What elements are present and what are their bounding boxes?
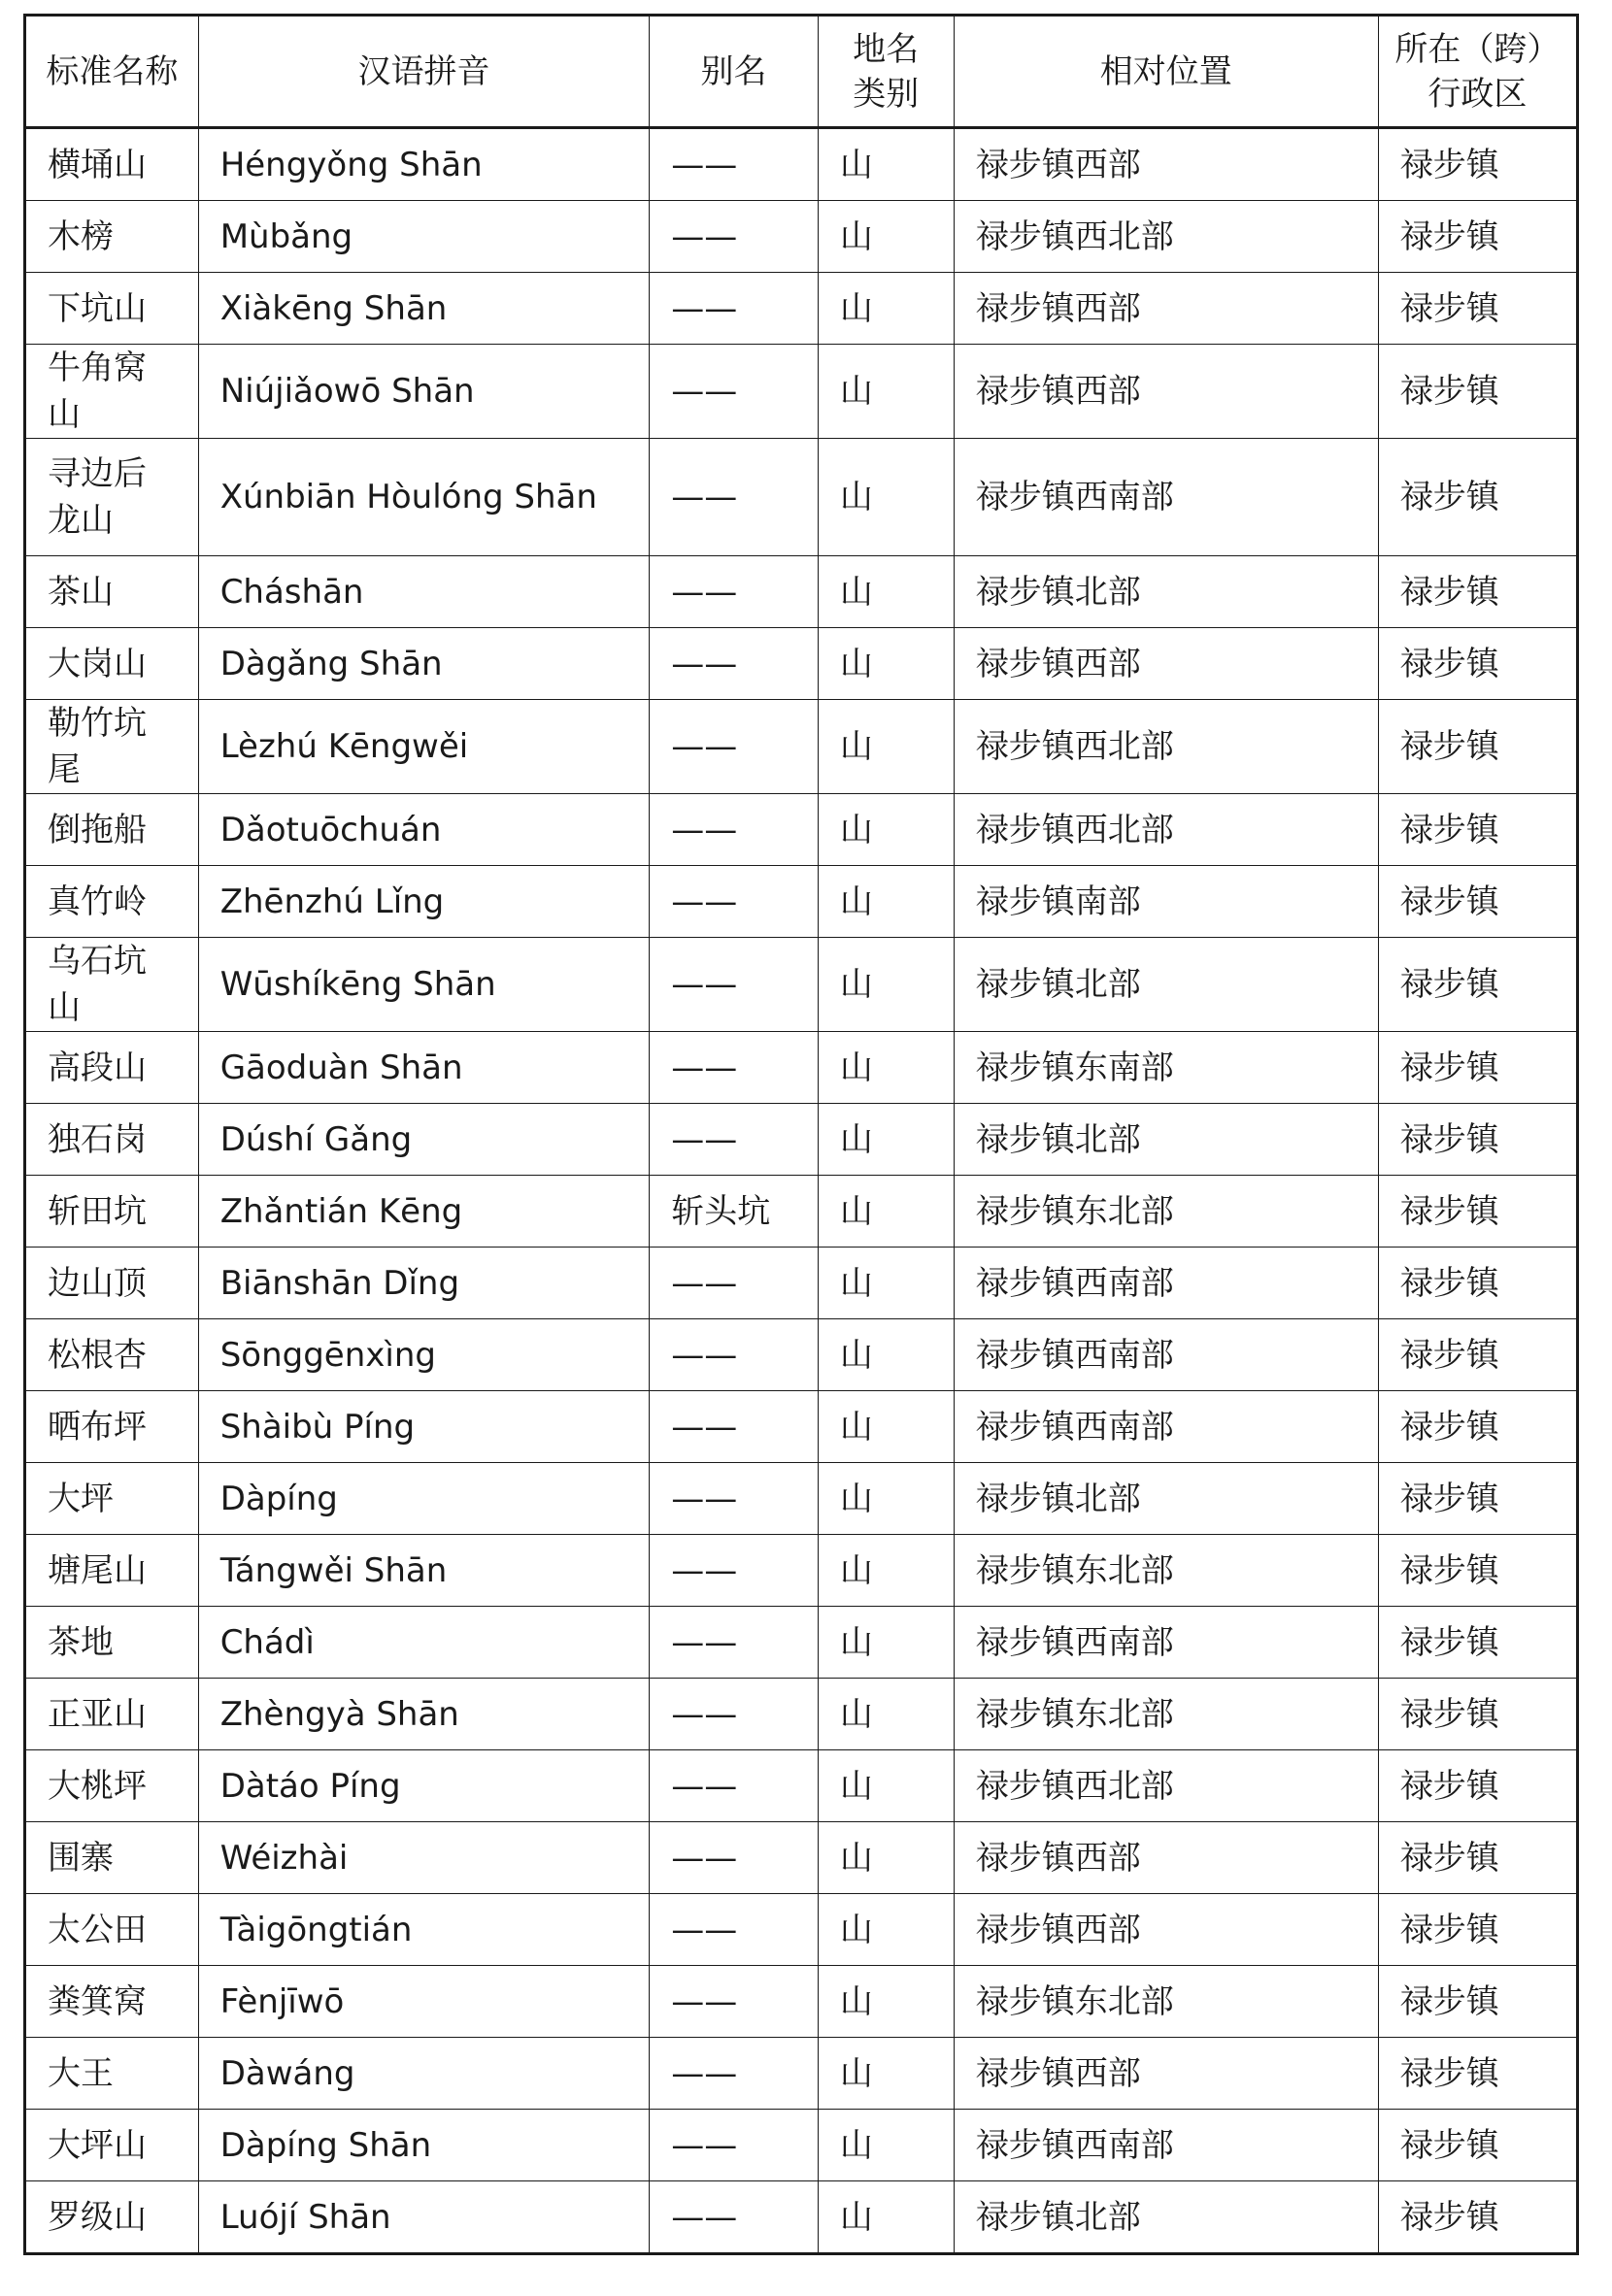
cell-admin-region: 禄步镇 bbox=[1378, 2181, 1577, 2254]
cell-alias: —— bbox=[650, 866, 819, 938]
cell-relative-position: 禄步镇西南部 bbox=[954, 1248, 1378, 1319]
cell-pinyin: Wéizhài bbox=[198, 1822, 650, 1894]
cell-admin-region: 禄步镇 bbox=[1378, 1319, 1577, 1391]
cell-admin-region: 禄步镇 bbox=[1378, 1032, 1577, 1104]
table-row bbox=[25, 345, 1578, 439]
cell-admin-region: 禄步镇 bbox=[1378, 201, 1577, 273]
cell-alias: —— bbox=[650, 128, 819, 201]
cell-category: 山 bbox=[818, 2181, 954, 2254]
cell-category: 山 bbox=[818, 938, 954, 1032]
cell-alias: —— bbox=[650, 1535, 819, 1607]
cell-alias: —— bbox=[650, 2110, 819, 2181]
cell-category: 山 bbox=[818, 128, 954, 201]
table-row bbox=[25, 1248, 1578, 1319]
cell-pinyin: Fènjīwō bbox=[198, 1966, 650, 2038]
table-row bbox=[25, 1391, 1578, 1463]
cell-alias: —— bbox=[650, 938, 819, 1032]
cell-pinyin: Zhèngyà Shān bbox=[198, 1679, 650, 1750]
place-name-table-page bbox=[23, 14, 1579, 2255]
cell-standard-name: 大坪山 bbox=[25, 2110, 199, 2181]
table-header bbox=[25, 16, 1578, 128]
cell-alias: —— bbox=[650, 201, 819, 273]
table-row bbox=[25, 2038, 1578, 2110]
cell-pinyin: Dàwáng bbox=[198, 2038, 650, 2110]
cell-relative-position: 禄步镇西南部 bbox=[954, 2110, 1378, 2181]
header-category bbox=[818, 16, 954, 128]
header-relative-position: 相对位置 bbox=[954, 16, 1378, 128]
cell-pinyin: Xúnbiān Hòulóng Shān bbox=[198, 439, 650, 556]
table-row bbox=[25, 1535, 1578, 1607]
cell-admin-region: 禄步镇 bbox=[1378, 1822, 1577, 1894]
cell-admin-region: 禄步镇 bbox=[1378, 794, 1577, 866]
table-row bbox=[25, 1822, 1578, 1894]
header-category-line2: 类别 bbox=[853, 74, 920, 114]
cell-pinyin: Dàpíng Shān bbox=[198, 2110, 650, 2181]
cell-alias: —— bbox=[650, 1966, 819, 2038]
cell-pinyin: Sōnggēnxìng bbox=[198, 1319, 650, 1391]
cell-pinyin: Chádì bbox=[198, 1607, 650, 1679]
cell-standard-name: 正亚山 bbox=[25, 1679, 199, 1750]
table-row bbox=[25, 1607, 1578, 1679]
cell-pinyin: Lèzhú Kēngwěi bbox=[198, 700, 650, 794]
cell-pinyin: Shàibù Píng bbox=[198, 1391, 650, 1463]
cell-standard-name: 晒布坪 bbox=[25, 1391, 199, 1463]
header-category-line1: 地名 bbox=[853, 29, 920, 69]
cell-standard-name: 乌石坑山 bbox=[25, 938, 199, 1032]
cell-relative-position: 禄步镇东北部 bbox=[954, 1176, 1378, 1248]
table-row bbox=[25, 201, 1578, 273]
cell-alias: —— bbox=[650, 1463, 819, 1535]
cell-admin-region: 禄步镇 bbox=[1378, 866, 1577, 938]
table-row bbox=[25, 1750, 1578, 1822]
cell-pinyin: Tàigōngtián bbox=[198, 1894, 650, 1966]
cell-alias: —— bbox=[650, 1248, 819, 1319]
cell-relative-position: 禄步镇北部 bbox=[954, 1104, 1378, 1176]
cell-pinyin: Wūshíkēng Shān bbox=[198, 938, 650, 1032]
cell-standard-name: 塘尾山 bbox=[25, 1535, 199, 1607]
cell-relative-position: 禄步镇西部 bbox=[954, 2038, 1378, 2110]
table-row bbox=[25, 1176, 1578, 1248]
cell-standard-name: 独石岗 bbox=[25, 1104, 199, 1176]
cell-alias: —— bbox=[650, 628, 819, 700]
cell-admin-region: 禄步镇 bbox=[1378, 1607, 1577, 1679]
cell-alias: —— bbox=[650, 1607, 819, 1679]
cell-standard-name: 大岗山 bbox=[25, 628, 199, 700]
table-row bbox=[25, 794, 1578, 866]
table-row bbox=[25, 1032, 1578, 1104]
cell-admin-region: 禄步镇 bbox=[1378, 1894, 1577, 1966]
cell-standard-name: 茶地 bbox=[25, 1607, 199, 1679]
cell-relative-position: 禄步镇北部 bbox=[954, 556, 1378, 628]
cell-pinyin: Mùbǎng bbox=[198, 201, 650, 273]
cell-category: 山 bbox=[818, 1822, 954, 1894]
cell-pinyin: Zhēnzhú Lǐng bbox=[198, 866, 650, 938]
cell-pinyin: Dàgǎng Shān bbox=[198, 628, 650, 700]
table-row bbox=[25, 866, 1578, 938]
cell-category: 山 bbox=[818, 1966, 954, 2038]
cell-standard-name: 寻边后龙山 bbox=[25, 439, 199, 556]
cell-pinyin: Tángwěi Shān bbox=[198, 1535, 650, 1607]
cell-standard-name: 围寨 bbox=[25, 1822, 199, 1894]
cell-alias: —— bbox=[650, 1679, 819, 1750]
table-body bbox=[25, 128, 1578, 2254]
cell-relative-position: 禄步镇西南部 bbox=[954, 439, 1378, 556]
cell-standard-name: 茶山 bbox=[25, 556, 199, 628]
header-admin-region bbox=[1378, 16, 1577, 128]
cell-category: 山 bbox=[818, 1319, 954, 1391]
cell-admin-region: 禄步镇 bbox=[1378, 1679, 1577, 1750]
table-row bbox=[25, 1894, 1578, 1966]
cell-admin-region: 禄步镇 bbox=[1378, 2038, 1577, 2110]
cell-pinyin: Niújiǎowō Shān bbox=[198, 345, 650, 439]
cell-alias: —— bbox=[650, 1391, 819, 1463]
cell-relative-position: 禄步镇东北部 bbox=[954, 1679, 1378, 1750]
cell-pinyin: Dúshí Gǎng bbox=[198, 1104, 650, 1176]
cell-admin-region: 禄步镇 bbox=[1378, 1535, 1577, 1607]
cell-relative-position: 禄步镇东北部 bbox=[954, 1966, 1378, 2038]
cell-category: 山 bbox=[818, 1248, 954, 1319]
table-row bbox=[25, 128, 1578, 201]
cell-admin-region: 禄步镇 bbox=[1378, 128, 1577, 201]
cell-pinyin: Dàtáo Píng bbox=[198, 1750, 650, 1822]
cell-admin-region: 禄步镇 bbox=[1378, 1176, 1577, 1248]
header-admin-line1: 所在（跨） bbox=[1394, 29, 1561, 69]
cell-relative-position: 禄步镇西部 bbox=[954, 345, 1378, 439]
table-row bbox=[25, 628, 1578, 700]
cell-category: 山 bbox=[818, 1391, 954, 1463]
cell-relative-position: 禄步镇西北部 bbox=[954, 1750, 1378, 1822]
cell-pinyin: Gāoduàn Shān bbox=[198, 1032, 650, 1104]
cell-category: 山 bbox=[818, 1607, 954, 1679]
cell-category: 山 bbox=[818, 1176, 954, 1248]
cell-standard-name: 太公田 bbox=[25, 1894, 199, 1966]
cell-relative-position: 禄步镇西北部 bbox=[954, 201, 1378, 273]
cell-standard-name: 勒竹坑尾 bbox=[25, 700, 199, 794]
cell-standard-name: 下坑山 bbox=[25, 273, 199, 345]
cell-alias: —— bbox=[650, 2038, 819, 2110]
cell-relative-position: 禄步镇西部 bbox=[954, 273, 1378, 345]
cell-standard-name: 高段山 bbox=[25, 1032, 199, 1104]
cell-alias: —— bbox=[650, 1104, 819, 1176]
table-row bbox=[25, 2181, 1578, 2254]
cell-standard-name: 斩田坑 bbox=[25, 1176, 199, 1248]
cell-alias: —— bbox=[650, 345, 819, 439]
cell-alias: —— bbox=[650, 794, 819, 866]
table-row bbox=[25, 273, 1578, 345]
cell-standard-name: 粪箕窝 bbox=[25, 1966, 199, 2038]
cell-category: 山 bbox=[818, 201, 954, 273]
cell-category: 山 bbox=[818, 556, 954, 628]
cell-category: 山 bbox=[818, 1679, 954, 1750]
cell-standard-name: 大坪 bbox=[25, 1463, 199, 1535]
cell-category: 山 bbox=[818, 1463, 954, 1535]
cell-pinyin: Zhǎntián Kēng bbox=[198, 1176, 650, 1248]
cell-admin-region: 禄步镇 bbox=[1378, 1966, 1577, 2038]
cell-category: 山 bbox=[818, 1750, 954, 1822]
table-row bbox=[25, 938, 1578, 1032]
cell-standard-name: 牛角窝山 bbox=[25, 345, 199, 439]
place-name-table bbox=[23, 14, 1579, 2255]
cell-pinyin: Luójí Shān bbox=[198, 2181, 650, 2254]
cell-relative-position: 禄步镇西南部 bbox=[954, 1607, 1378, 1679]
header-pinyin: 汉语拼音 bbox=[198, 16, 650, 128]
cell-standard-name: 倒拖船 bbox=[25, 794, 199, 866]
table-row bbox=[25, 1679, 1578, 1750]
cell-admin-region: 禄步镇 bbox=[1378, 1248, 1577, 1319]
cell-relative-position: 禄步镇西部 bbox=[954, 1822, 1378, 1894]
cell-alias: —— bbox=[650, 1750, 819, 1822]
header-admin-line2: 行政区 bbox=[1427, 74, 1528, 114]
cell-standard-name: 真竹岭 bbox=[25, 866, 199, 938]
cell-admin-region: 禄步镇 bbox=[1378, 1750, 1577, 1822]
table-row bbox=[25, 1966, 1578, 2038]
cell-relative-position: 禄步镇南部 bbox=[954, 866, 1378, 938]
cell-alias: —— bbox=[650, 1032, 819, 1104]
cell-category: 山 bbox=[818, 866, 954, 938]
cell-alias: —— bbox=[650, 700, 819, 794]
cell-category: 山 bbox=[818, 700, 954, 794]
cell-category: 山 bbox=[818, 1032, 954, 1104]
cell-admin-region: 禄步镇 bbox=[1378, 439, 1577, 556]
cell-category: 山 bbox=[818, 345, 954, 439]
table-row bbox=[25, 700, 1578, 794]
cell-admin-region: 禄步镇 bbox=[1378, 556, 1577, 628]
cell-pinyin: Dàpíng bbox=[198, 1463, 650, 1535]
cell-admin-region: 禄步镇 bbox=[1378, 938, 1577, 1032]
cell-relative-position: 禄步镇西北部 bbox=[954, 794, 1378, 866]
cell-alias: —— bbox=[650, 1319, 819, 1391]
cell-standard-name: 边山顶 bbox=[25, 1248, 199, 1319]
table-row bbox=[25, 1463, 1578, 1535]
cell-relative-position: 禄步镇北部 bbox=[954, 2181, 1378, 2254]
cell-category: 山 bbox=[818, 1894, 954, 1966]
cell-relative-position: 禄步镇西南部 bbox=[954, 1319, 1378, 1391]
header-standard-name: 标准名称 bbox=[25, 16, 199, 128]
cell-standard-name: 大桃坪 bbox=[25, 1750, 199, 1822]
cell-alias: —— bbox=[650, 1822, 819, 1894]
cell-relative-position: 禄步镇西部 bbox=[954, 128, 1378, 201]
cell-alias: —— bbox=[650, 439, 819, 556]
cell-relative-position: 禄步镇北部 bbox=[954, 938, 1378, 1032]
cell-admin-region: 禄步镇 bbox=[1378, 345, 1577, 439]
cell-pinyin: Biānshān Dǐng bbox=[198, 1248, 650, 1319]
cell-relative-position: 禄步镇东南部 bbox=[954, 1032, 1378, 1104]
cell-relative-position: 禄步镇西部 bbox=[954, 1894, 1378, 1966]
cell-admin-region: 禄步镇 bbox=[1378, 273, 1577, 345]
cell-alias: —— bbox=[650, 1894, 819, 1966]
cell-relative-position: 禄步镇东北部 bbox=[954, 1535, 1378, 1607]
cell-pinyin: Dǎotuōchuán bbox=[198, 794, 650, 866]
cell-alias: —— bbox=[650, 2181, 819, 2254]
cell-admin-region: 禄步镇 bbox=[1378, 1391, 1577, 1463]
cell-standard-name: 松根杏 bbox=[25, 1319, 199, 1391]
table-row bbox=[25, 2110, 1578, 2181]
cell-alias: 斩头坑 bbox=[650, 1176, 819, 1248]
header-row bbox=[25, 16, 1578, 128]
cell-alias: —— bbox=[650, 273, 819, 345]
cell-relative-position: 禄步镇西南部 bbox=[954, 1391, 1378, 1463]
header-alias: 别名 bbox=[650, 16, 819, 128]
cell-category: 山 bbox=[818, 1535, 954, 1607]
cell-category: 山 bbox=[818, 1104, 954, 1176]
cell-admin-region: 禄步镇 bbox=[1378, 1463, 1577, 1535]
table-row bbox=[25, 1319, 1578, 1391]
cell-standard-name: 横埇山 bbox=[25, 128, 199, 201]
cell-category: 山 bbox=[818, 628, 954, 700]
cell-category: 山 bbox=[818, 2110, 954, 2181]
cell-alias: —— bbox=[650, 556, 819, 628]
table-row bbox=[25, 556, 1578, 628]
cell-standard-name: 罗级山 bbox=[25, 2181, 199, 2254]
cell-admin-region: 禄步镇 bbox=[1378, 2110, 1577, 2181]
cell-admin-region: 禄步镇 bbox=[1378, 1104, 1577, 1176]
cell-category: 山 bbox=[818, 273, 954, 345]
cell-admin-region: 禄步镇 bbox=[1378, 700, 1577, 794]
cell-relative-position: 禄步镇西北部 bbox=[954, 700, 1378, 794]
cell-standard-name: 木榜 bbox=[25, 201, 199, 273]
cell-category: 山 bbox=[818, 2038, 954, 2110]
cell-category: 山 bbox=[818, 439, 954, 556]
cell-admin-region: 禄步镇 bbox=[1378, 628, 1577, 700]
cell-standard-name: 大王 bbox=[25, 2038, 199, 2110]
cell-category: 山 bbox=[818, 794, 954, 866]
cell-pinyin: Cháshān bbox=[198, 556, 650, 628]
table-row bbox=[25, 439, 1578, 556]
cell-pinyin: Héngyǒng Shān bbox=[198, 128, 650, 201]
cell-pinyin: Xiàkēng Shān bbox=[198, 273, 650, 345]
cell-relative-position: 禄步镇北部 bbox=[954, 1463, 1378, 1535]
cell-relative-position: 禄步镇西部 bbox=[954, 628, 1378, 700]
table-row bbox=[25, 1104, 1578, 1176]
